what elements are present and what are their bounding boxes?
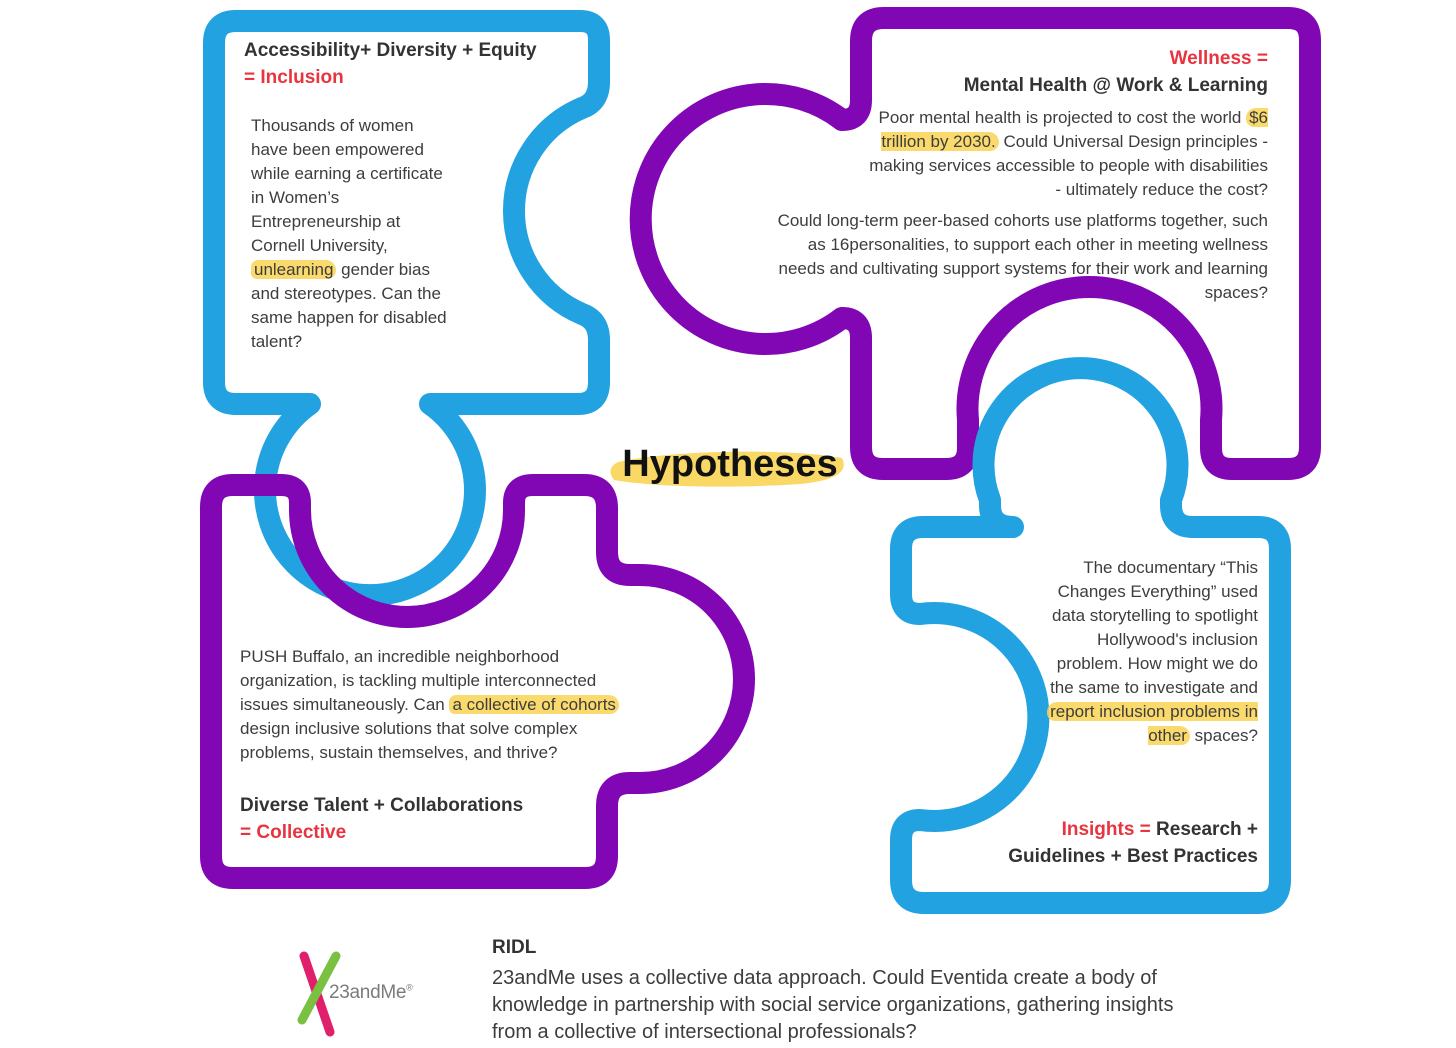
wellness-paragraph-2: Could long-term peer-based cohorts use platforms together, such as 16personalities, to support each other in meeting wellness needs and cultivating support systems for their work and learning spaces? [777,211,1268,302]
insights-body-text: The documentary “This Changes Everything” used data storytelling to spotlight Hollywood's inclusion problem. How might we do the same to investigate and [1050,558,1258,697]
wellness-paragraph-1 [860,106,1268,202]
wellness-heading-line1: Wellness = [1169,48,1268,69]
highlight-6-trillion: $6 trillion by 2030. [881,108,1268,151]
collective-body [240,645,640,765]
insights-body [1040,556,1258,748]
inclusion-body-text-end: gender bias and stereotypes. Can the same happen for disabled talent? [251,260,447,351]
collective-heading [240,792,600,846]
ridl-title: RIDL [492,937,537,958]
wellness-heading [880,45,1268,99]
hypotheses-title-wrap [600,440,860,490]
inclusion-heading-line1: Accessibility+ Diversity + Equity [244,40,537,61]
collective-heading-line1: Diverse Talent + Collaborations [240,795,524,816]
collective-heading-line2: = Collective [240,822,347,843]
wellness-p1-text: Poor mental health is projected to cost the world [878,108,1247,127]
inclusion-body [251,114,451,354]
collective-body-text-end: design inclusive solutions that solve complex problems, sustain themselves, and thrive? [240,719,578,762]
ridl-body: 23andMe uses a collective data approach. Could Eventida create a body of knowledge in partnership with social service organizations, gathering insights from a collective of intersectional professionals? [492,967,1174,1043]
highlight-report-inclusion: report inclusion problems in other [1047,702,1258,745]
collective-body-text: PUSH Buffalo, an incredible neighborhood organization, is tackling multiple interconnected issues simultaneously. Can [240,647,597,714]
insights-heading-line2: Guidelines + Best Practices [1008,846,1258,867]
highlight-unlearning: unlearning [251,260,336,279]
inclusion-heading [244,37,584,91]
wellness-p1-text-end: Could Universal Design principles - making services accessible to people with disabilities - ultimately reduce the cost? [869,132,1268,199]
insights-body-text-end: spaces? [1189,726,1258,745]
insights-heading [960,816,1258,870]
insights-heading-red: Insights = [1061,819,1151,840]
insights-heading-rest: Research + [1150,819,1258,840]
logo-registered-mark: ® [406,982,413,993]
inclusion-heading-line2: = Inclusion [244,67,344,88]
hypotheses-title: Hypotheses [622,443,838,485]
wellness-heading-line2: Mental Health @ Work & Learning [963,75,1268,96]
highlight-collective-of-cohorts: a collective of cohorts [449,695,618,714]
23andme-logo-text [329,982,412,1004]
logo-wordmark: 23andMe [329,982,407,1003]
inclusion-body-text: Thousands of women have been empowered while earning a certificate in Women’s Entrepreneurship at Cornell University, [251,116,443,255]
